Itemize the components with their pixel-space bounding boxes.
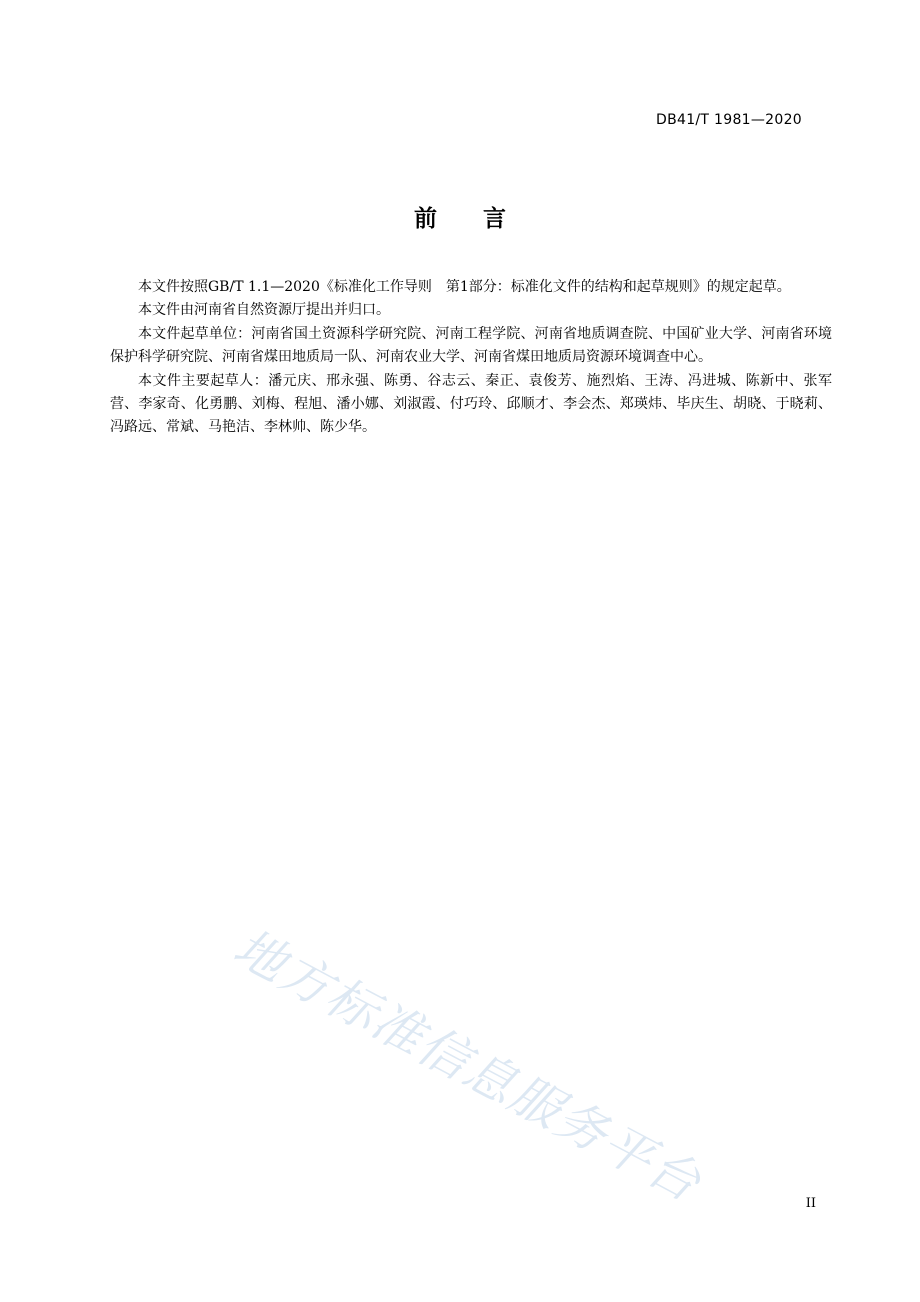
document-code: DB41/T 1981—2020 <box>656 112 802 128</box>
page-number: II <box>805 1196 816 1211</box>
paragraph-drafters: 本文件主要起草人：潘元庆、邢永强、陈勇、谷志云、秦正、袁俊芳、施烈焰、王涛、冯进城、陈新中、张军营、李家奇、化勇鹏、刘梅、程旭、潘小娜、刘淑霞、付巧玲、邱顺才、李会杰、郑瑛炜、毕庆生、胡晓、于晓莉、冯路远、常斌、马艳洁、李林帅、陈少华。 <box>110 372 832 436</box>
foreword-body <box>110 276 832 440</box>
watermark-text: 地方标准信息服务平台 <box>224 917 711 1214</box>
paragraph-drafting-rules: 本文件按照GB/T 1.1—2020《标准化工作导则 第1部分：标准化文件的结构和起草规则》的规定起草。 <box>138 279 791 295</box>
paragraph-drafting-units: 本文件起草单位：河南省国土资源科学研究院、河南工程学院、河南省地质调查院、中国矿业大学、河南省环境保护科学研究院、河南省煤田地质局一队、河南农业大学、河南省煤田地质局资源环境调查中心。 <box>110 325 832 366</box>
paragraph-proposer: 本文件由河南省自然资源厅提出并归口。 <box>138 302 390 319</box>
page-title: 前言 <box>414 206 552 232</box>
